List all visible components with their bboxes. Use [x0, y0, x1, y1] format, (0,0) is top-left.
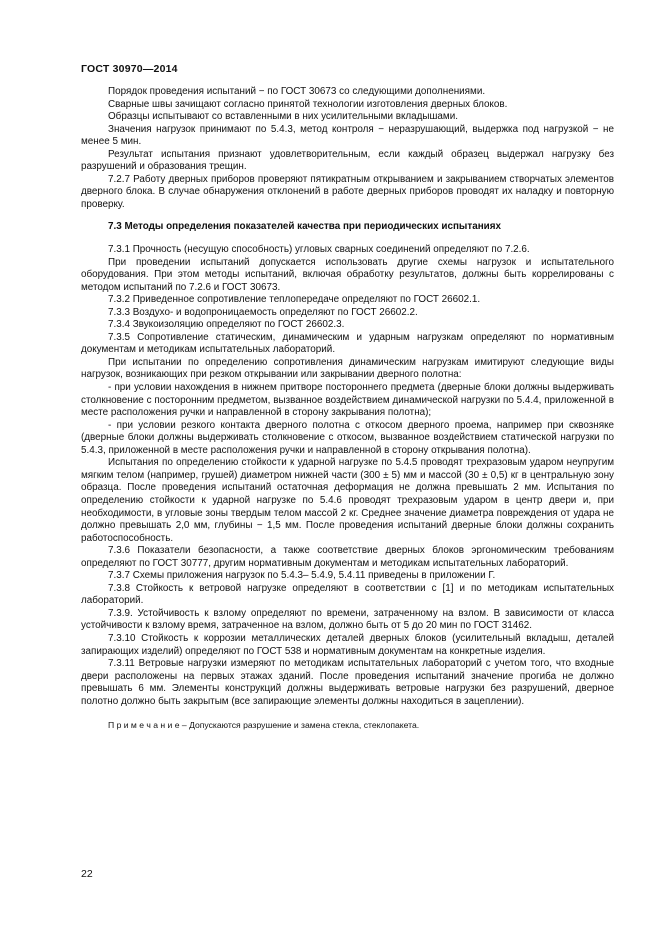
paragraph: 7.3.2 Приведенное сопротивление теплопередаче определяют по ГОСТ 26602.1.	[108, 294, 481, 306]
body-text	[81, 86, 614, 732]
list-item: - при условии резкого контакта дверного полотна с откосом дверного проема, например при сквозняке (дверные блоки должны выдерживать столкновение с откосом, вызванное воздействием статической нагрузки по 5.4.3, приложенной в месте расположения ручки и направленной в сторону открывания полотна).	[81, 419, 614, 456]
paragraph: 7.3.11 Ветровые нагрузки измеряют по методикам испытательных лабораторий с учетом того, что входные двери расположены на первых этажах зданий. После проведения испытаний значение прогиба не должно превышать 6 мм. Элементы конструкций должны выдерживать ветровые нагрузки без разрушений, дверное полотно должно быть закрытым (все запирающие элементы должны находиться в зацеплении).	[81, 658, 614, 707]
paragraph: 7.3.3 Воздухо- и водопроницаемость определяют по ГОСТ 26602.2.	[108, 306, 418, 318]
paragraph: Испытания по определению стойкости к ударной нагрузке по 5.4.5 проводят трехразовым ударом неупругим мягким телом (например, грушей) диаметром нижней части (300 ± 5) мм и массой (30 ± 0,5) кг в центральную зону образца. После проведения испытаний остаточная деформация не должна превышать 2 мм. Испытания по определению стойкости к ударной нагрузке по 5.4.6 проводят трехразовым ударом в центр двери и, при необходимости, в угловые зоны твердым телом массой 2 кг. Среднее значение диаметра повреждения от удара не должно превышать 2,0 мм, глубины − 1,5 мм. После проведения испытаний дверные блоки должны сохранить работоспособность.	[81, 457, 614, 544]
document-header: ГОСТ 30970—2014	[81, 63, 178, 75]
paragraph: При испытании по определению сопротивления динамическим нагрузкам имитируют следующие виды нагрузок, возникающих при резком открывании или закрывании дверного полотна:	[81, 356, 614, 381]
paragraph: 7.3.1 Прочность (несущую способность) угловых сварных соединений определяют по 7.2.6.	[108, 244, 530, 256]
paragraph: 7.3.9. Устойчивость к взлому определяют по времени, затраченному на взлом. В зависимости от класса устойчивости к взлому время, затраченное на взлом, должно быть от 5 до 20 мин по ГОСТ 31462.	[81, 607, 614, 632]
paragraph: Значения нагрузок принимают по 5.4.3, метод контроля − неразрушающий, выдержка под нагрузкой − не менее 5 мин.	[81, 123, 614, 148]
paragraph: Образцы испытывают со вставленными в них усилительными вкладышами.	[108, 111, 458, 123]
paragraph: Сварные швы зачищают согласно принятой технологии изготовления дверных блоков.	[108, 98, 508, 110]
paragraph: 7.3.6 Показатели безопасности, а также соответствие дверных блоков эргономическим требованиям определяют по ГОСТ 30777, другим нормативным документам и методикам испытательных лабораторий.	[81, 545, 614, 569]
section-heading: 7.3 Методы определения показателей качества при периодических испытаниях	[108, 221, 501, 233]
page-number: 22	[81, 868, 93, 880]
paragraph: 7.3.4 Звукоизоляцию определяют по ГОСТ 26602.3.	[108, 319, 345, 331]
paragraph: 7.2.7 Работу дверных приборов проверяют пятикратным открыванием и закрыванием створчатых элементов дверного блока. В случае обнаружения отклонений в работе дверных приборов проводят их наладку и повторную проверку.	[81, 173, 614, 210]
paragraph: При проведении испытаний допускается использовать другие схемы нагрузок и испытательного оборудования. При этом методы испытаний, включая обработку результатов, должны быть коррелированы с методом испытаний по 7.2.6 и ГОСТ 30673.	[81, 256, 614, 293]
paragraph: 7.3.10 Стойкость к коррозии металлических деталей дверных блоков (усилительный вкладыш, деталей запирающих изделий) определяют по ГОСТ 538 и нормативным документам на конкретные изделия.	[81, 632, 614, 657]
paragraph: Результат испытания признают удовлетворительным, если каждый образец выдержал нагрузку без разрушений и образования трещин.	[81, 148, 614, 173]
paragraph: Порядок проведения испытаний − по ГОСТ 30673 со следующими дополнениями.	[108, 86, 486, 97]
paragraph: 7.3.5 Сопротивление статическим, динамическим и ударным нагрузкам определяют по нормативным документам и методикам испытательных лабораторий.	[81, 331, 614, 356]
list-item: - при условии нахождения в нижнем притворе постороннего предмета (дверные блоки должны выдерживать столкновение с посторонним предметом, вызванное воздействием динамической нагрузки по 5.4.4, приложенной в месте расположения ручки и направленной в сторону закрывания полотна);	[81, 382, 614, 419]
paragraph: 7.3.8 Стойкость к ветровой нагрузке определяют в соответствии с [1] и по методикам испытательных лабораторий.	[81, 582, 614, 607]
note: П р и м е ч а н и е – Допускаются разрушение и замена стекла, стеклопакета.	[108, 720, 420, 731]
paragraph: 7.3.7 Схемы приложения нагрузок по 5.4.3– 5.4.9, 5.4.11 приведены в приложении Г.	[108, 570, 496, 582]
